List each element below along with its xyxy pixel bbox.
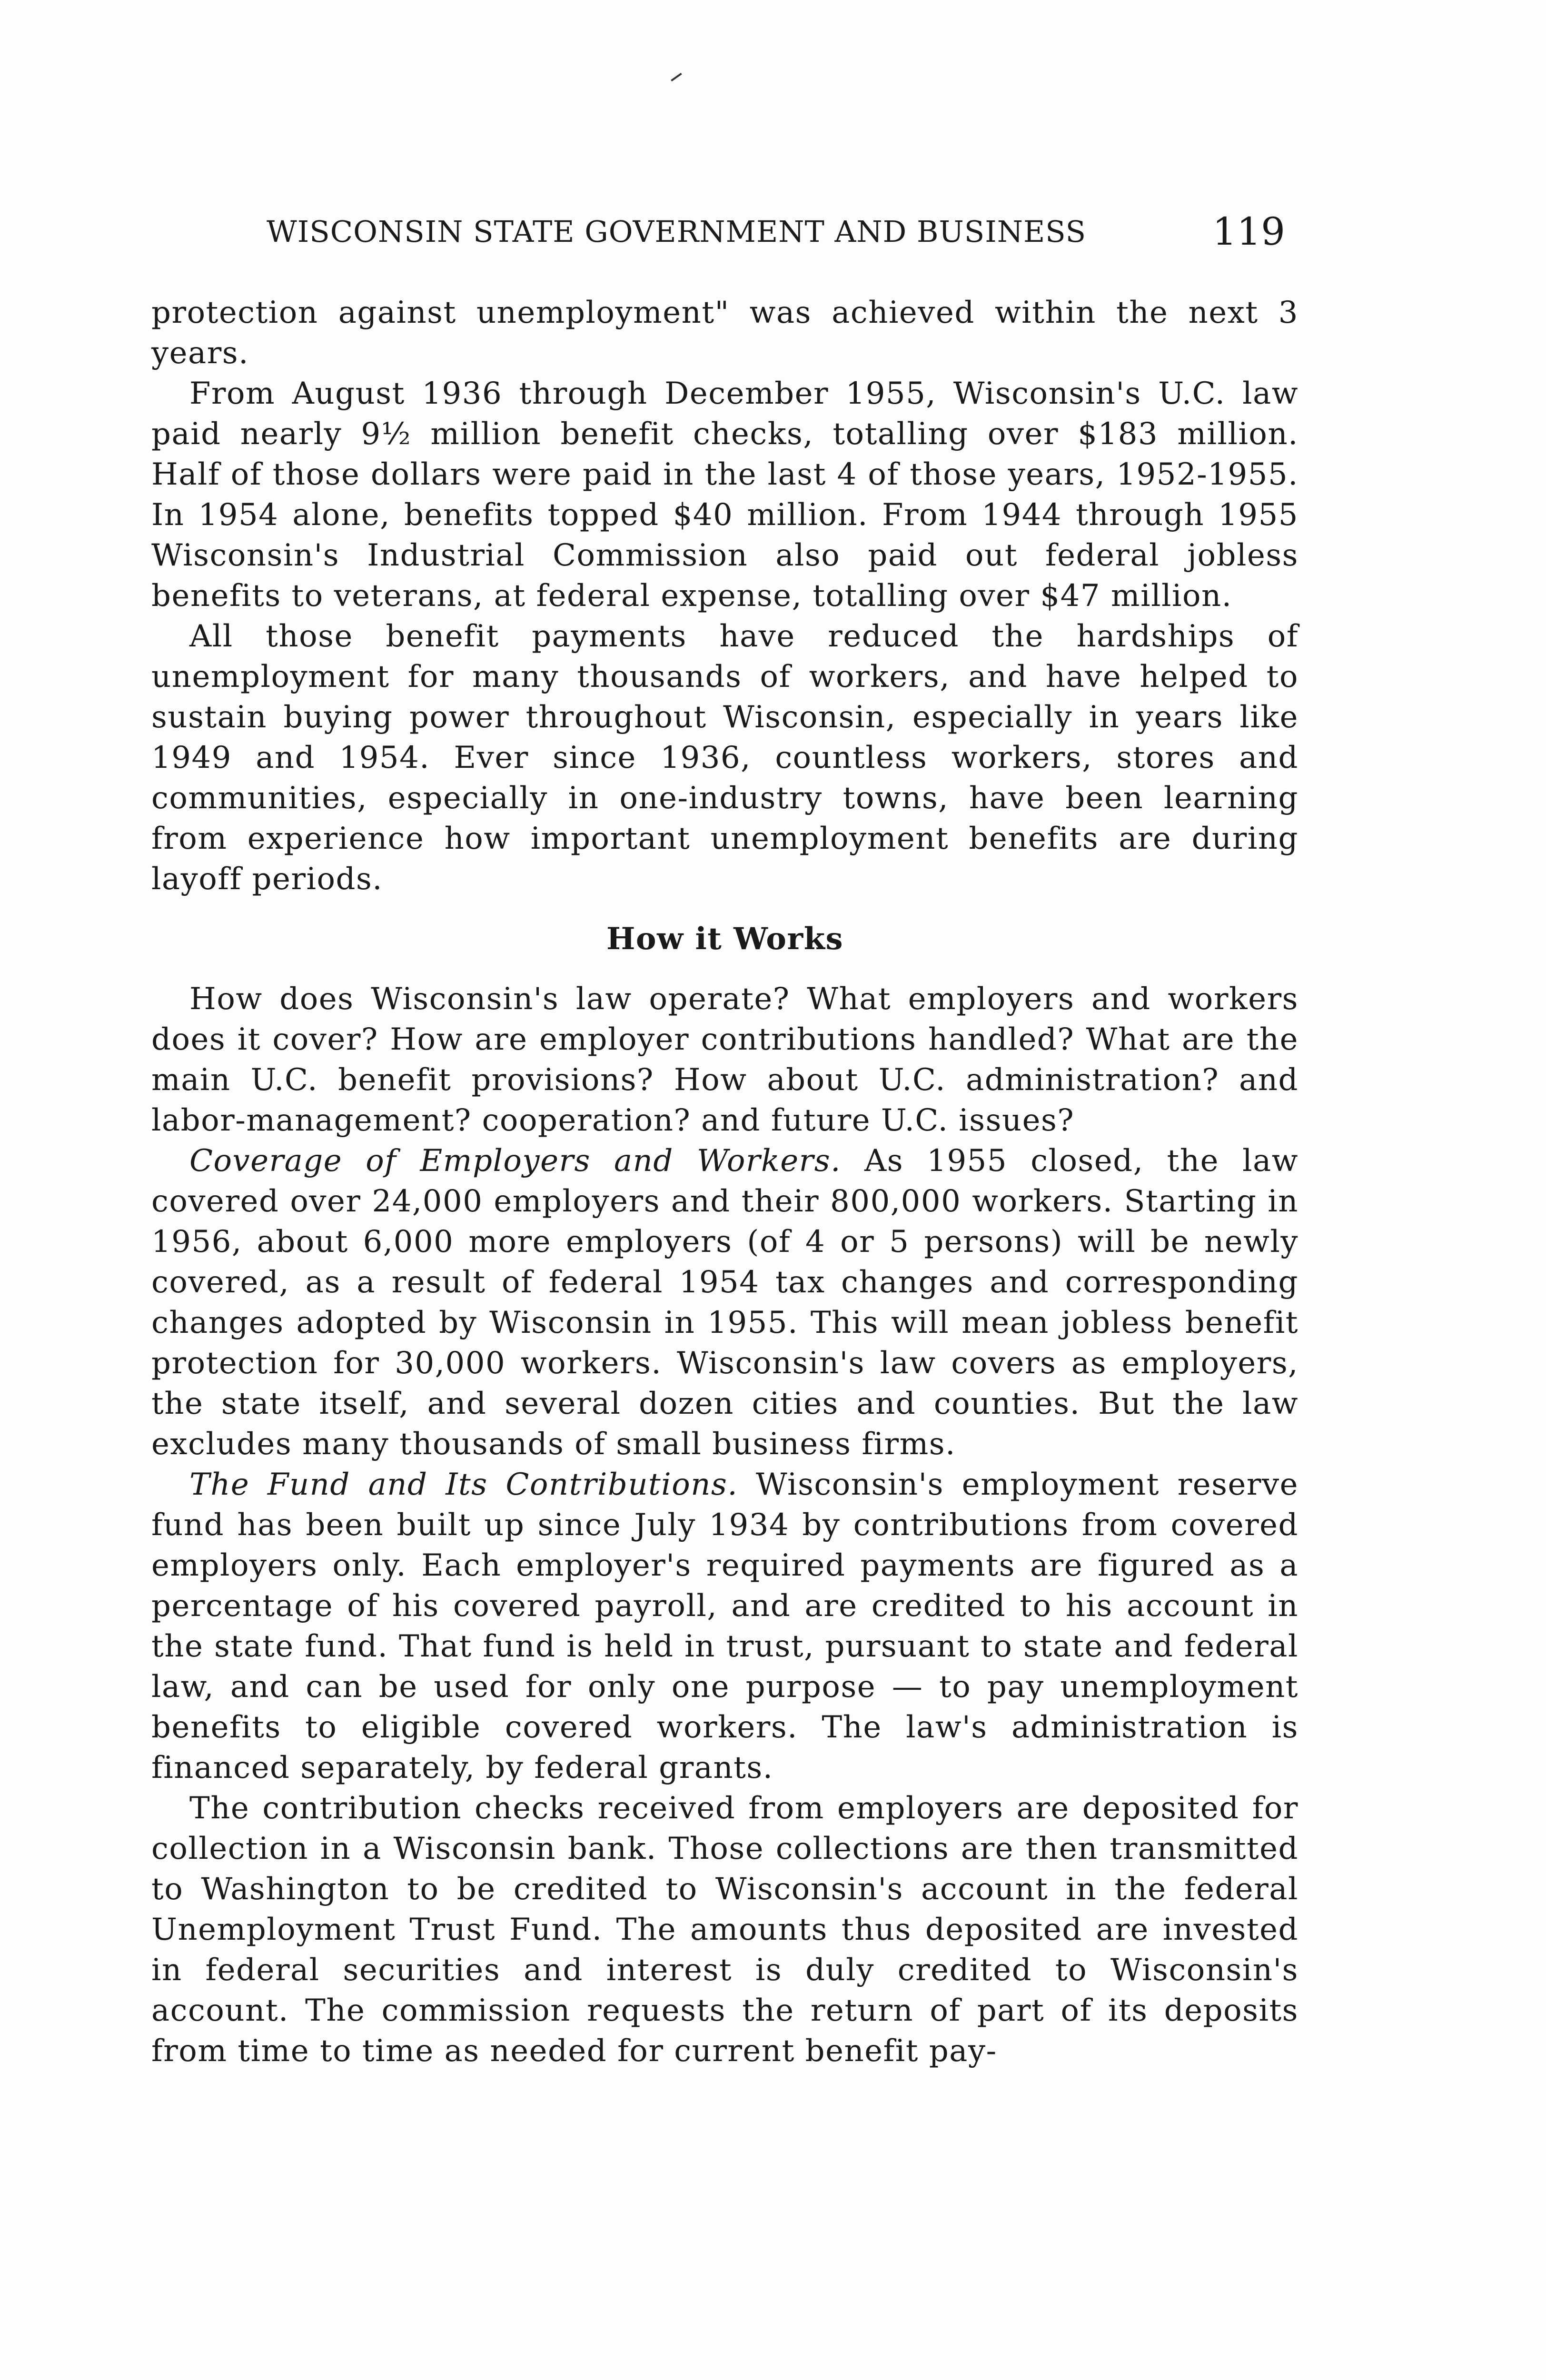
- page-body: [151, 293, 1298, 2072]
- paragraph-coverage: [151, 1141, 1298, 1465]
- fund-run-in-heading: The Fund and Its Contributions.: [189, 1467, 738, 1502]
- paragraph-benefit-impact: All those benefit payments have reduced the hardships of unemployment for many thousands of workers, and have helped to sustain buying power throughout Wisconsin, especially in years like 1949 and 1954. Ever since 1936, countless workers, stores and communities, especially in one-industry towns, have been learning from experience how important unemployment benefits are during layoff periods.: [151, 619, 1298, 897]
- ink-speck: [671, 73, 682, 81]
- page-header: [267, 209, 1285, 262]
- page-number: 119: [1212, 209, 1285, 254]
- paragraph-benefit-totals: From August 1936 through December 1955, Wisconsin's U.C. law paid nearly 9½ million benefit checks, totalling over $183 million. Half of those dollars were paid in the last 4 of those years, 1952-1955. In 1954 alone, benefits topped $40 million. From 1944 through 1955 Wisconsin's Industrial Commission also paid out federal jobless benefits to veterans, at federal expense, totalling over $47 million.: [151, 376, 1298, 614]
- paragraph-contribution-checks: The contribution checks received from employers are deposited for collection in a Wisconsin bank. Those collections are then transmitted to Washington to be credited to Wisconsin's account in the federal Unemployment Trust Fund. The amounts thus deposited are invested in federal securities and interest is duly credited to Wisconsin's account. The commission requests the return of part of its deposits from time to time as needed for current benefit pay-: [151, 1791, 1298, 2069]
- fund-text: Wisconsin's employment reserve fund has been built up since July 1934 by contributions from covered employers only. Each employer's required payments are figured as a percentage of his covered payroll, and are credited to his account in the state fund. That fund is held in trust, pursuant to state and federal law, and can be used for only one purpose — to pay unemployment benefits to eligible covered workers. The law's administration is financed separately, by federal grants.: [151, 1467, 1299, 1785]
- section-heading: How it Works: [606, 921, 844, 957]
- running-head: WISCONSIN STATE GOVERNMENT AND BUSINESS: [267, 214, 1087, 249]
- paragraph-questions: How does Wisconsin's law operate? What employers and workers does it cover? How are employer contributions handled? What are the main U.C. benefit provisions? How about U.C. administration? and labor-management? cooperation? and future U.C. issues?: [151, 982, 1298, 1138]
- coverage-run-in-heading: Coverage of Employers and Workers.: [189, 1143, 841, 1179]
- paragraph-continued: protection against unemployment" was achieved within the next 3 years.: [151, 295, 1298, 371]
- paragraph-fund: [151, 1465, 1298, 1788]
- coverage-text: As 1955 closed, the law covered over 24,000 employers and their 800,000 workers. Starting in 1956, about 6,000 more employers (of 4 or 5 persons) will be newly covered, as a result of federal 1954 tax changes and corresponding changes adopted by Wisconsin in 1955. This will mean jobless benefit protection for 30,000 workers. Wisconsin's law covers as employers, the state itself, and several dozen cities and counties. But the law excludes many thousands of small business firms.: [151, 1143, 1299, 1462]
